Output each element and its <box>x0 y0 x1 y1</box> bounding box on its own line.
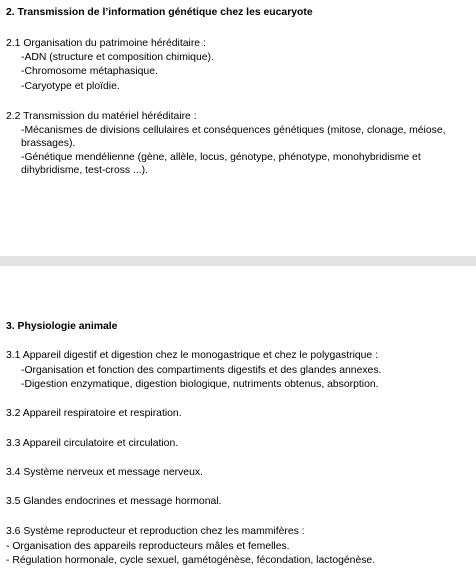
list-item: -Chromosome métaphasique. <box>21 66 158 77</box>
subsection-3-2-title: 3.2 Appareil respiratoire et respiration. <box>6 408 182 419</box>
subsection-3-4-title: 3.4 Système nerveux et message nerveux. <box>6 467 203 478</box>
list-item: -Caryotype et ploïdie. <box>21 81 120 92</box>
section-3-heading: 3. Physiologie animale <box>6 321 118 332</box>
list-item: -Mécanismes de divisions cellulaires et conséquences génétiques (mitose, clonage, méiose, <box>21 125 446 136</box>
subsection-3-6-title: 3.6 Système reproducteur et reproduction chez les mammifères : <box>6 526 305 537</box>
subsection-2-1-title: 2.1 Organisation du patrimoine héréditaire : <box>6 38 206 49</box>
list-item: -Digestion enzymatique, digestion biologique, nutriments obtenus, absorption. <box>21 379 379 390</box>
list-item: -Organisation et fonction des compartiments digestifs et des glandes annexes. <box>21 365 382 376</box>
list-item: - Régulation hormonale, cycle sexuel, gamétogénèse, fécondation, lactogénèse. <box>6 555 376 566</box>
subsection-3-5-title: 3.5 Glandes endocrines et message hormonal. <box>6 496 222 507</box>
list-item: -ADN (structure et composition chimique). <box>21 52 214 63</box>
subsection-2-2-title: 2.2 Transmission du matériel héréditaire : <box>6 111 197 122</box>
subsection-3-1-title: 3.1 Appareil digestif et digestion chez le monogastrique et chez le polygastrique : <box>6 350 378 361</box>
list-item: - Organisation des appareils reproducteurs mâles et femelles. <box>6 541 290 552</box>
list-item: -Génétique mendélienne (gène, allèle, locus, génotype, phénotype, monohybridisme et <box>21 152 421 163</box>
list-item-continuation: brassages). <box>21 138 76 149</box>
list-item-continuation: dihybridisme, test-cross ...). <box>21 165 149 176</box>
subsection-3-3-title: 3.3 Appareil circulatoire et circulation. <box>6 438 179 449</box>
page-separator <box>0 256 476 266</box>
section-2-heading: 2. Transmission de l’information génétique chez les eucaryote <box>6 7 313 18</box>
